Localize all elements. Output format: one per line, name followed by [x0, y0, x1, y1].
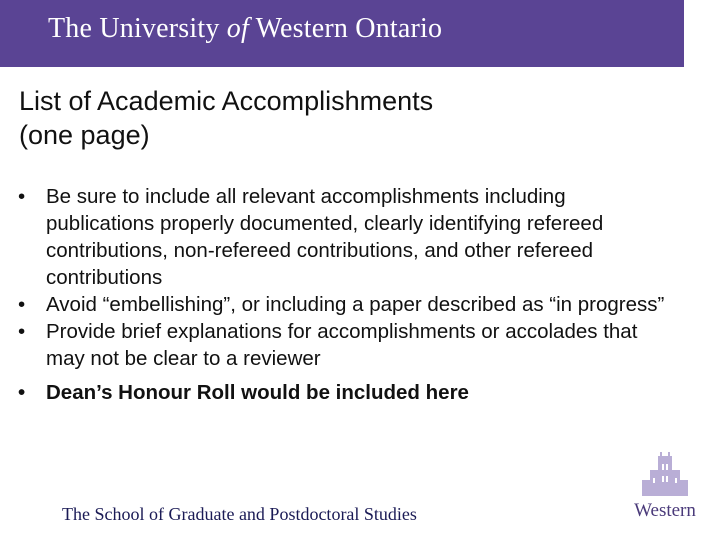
slide-title — [19, 84, 679, 152]
bullet-item: • Provide brief explanations for accomplishments or accolades that may not be clear to a reviewer — [18, 320, 638, 370]
bullet-dot: • — [18, 381, 26, 404]
logo-wordmark: Western — [634, 500, 696, 521]
bullet-dot: • — [18, 293, 26, 316]
slide-title-line-1: List of Academic Accomplishments — [19, 86, 434, 116]
bullet-item: • Be sure to include all relevant accomplishments including publications properly documented, clearly identifying refereed contributions, non-refereed contributions, and other refereed contributions — [18, 185, 604, 289]
bullet-item-bold: • Dean’s Honour Roll would be included here — [18, 381, 469, 404]
footer-school-name: The School of Graduate and Postdoctoral Studies — [62, 504, 417, 524]
university-tower-icon — [628, 452, 702, 502]
university-name: The University of Western Ontario — [48, 13, 443, 44]
bullet-dot: • — [18, 320, 26, 343]
header-right-strip — [684, 0, 720, 67]
slide-title-line-2: (one page) — [19, 120, 150, 150]
bullet-item: • Avoid “embellishing”, or including a paper described as “in progress” — [18, 293, 665, 316]
western-logo — [628, 452, 702, 522]
header-banner — [0, 0, 684, 67]
bullet-dot: • — [18, 185, 26, 208]
bullet-list — [18, 183, 668, 406]
